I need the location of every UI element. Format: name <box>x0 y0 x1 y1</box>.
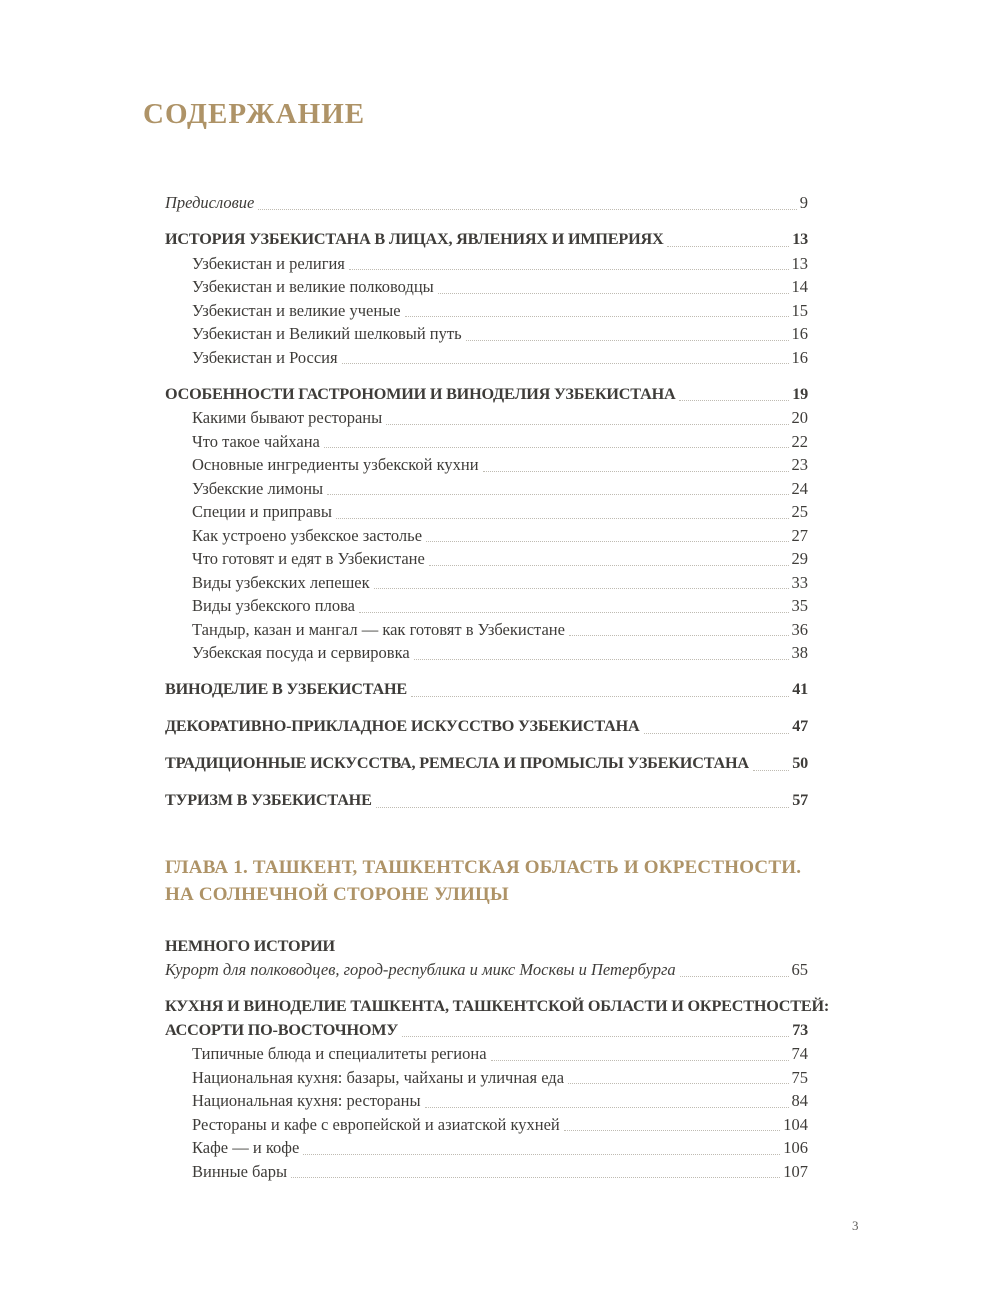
dotted-leader <box>359 612 788 613</box>
toc-entry-page: 74 <box>791 1044 808 1063</box>
toc-entry-page: 50 <box>792 754 808 772</box>
toc-entry <box>165 299 808 323</box>
toc-entry <box>165 715 808 739</box>
toc-entry-page: 33 <box>791 572 808 592</box>
toc-entry-label: Какими бывают рестораны <box>192 408 383 427</box>
dotted-leader <box>429 565 789 566</box>
toc-entry <box>165 346 808 370</box>
dotted-leader <box>414 659 789 660</box>
dotted-leader <box>491 1060 789 1061</box>
toc-entry <box>165 1089 808 1113</box>
toc-entry-label: Предисловие <box>165 193 255 212</box>
toc-entry-page: 38 <box>791 643 808 662</box>
toc-entry-label: Виды узбекского плова <box>192 596 356 615</box>
page-title: СОДЕРЖАНИЕ <box>143 98 366 130</box>
toc-entry-page: 20 <box>791 408 808 427</box>
toc-entry-label: Курорт для полководцев, город-республика и микс Москвы и Петербурга <box>165 960 676 979</box>
toc-entry-label: Узбекская посуда и сервировка <box>192 643 410 662</box>
dotted-leader <box>327 494 788 495</box>
toc-entry-page: 84 <box>791 1091 808 1110</box>
toc-entry-label: Узбекские лимоны <box>192 478 324 498</box>
toc-entry <box>165 191 808 215</box>
dotted-leader <box>568 1083 788 1084</box>
toc-entry <box>165 524 808 548</box>
toc-entry-page: 57 <box>792 791 808 809</box>
toc-entry-label: Что готовят и едят в Узбекистане <box>192 549 425 568</box>
toc-entry-label: ОСОБЕННОСТИ ГАСТРОНОМИИ И ВИНОДЕЛИЯ УЗБЕКИСТАНА <box>165 384 676 403</box>
toc-entry <box>165 252 808 276</box>
toc-entry-page: 9 <box>799 193 808 212</box>
toc-entry-page: 47 <box>792 717 808 735</box>
toc-entry-label: Национальная кухня: базары, чайханы и уличная еда <box>192 1067 565 1087</box>
toc-entry-label: Тандыр, казан и мангал — как готовят в Узбекистане <box>192 619 565 639</box>
toc-entry <box>165 958 808 982</box>
dotted-leader <box>402 1036 789 1037</box>
toc-entry <box>165 571 808 595</box>
toc-entry-page: 24 <box>791 478 808 498</box>
dotted-leader <box>667 246 789 247</box>
toc-entry-page: 16 <box>791 347 808 367</box>
toc-entry-label: Узбекистан и Великий шелковый путь <box>192 324 462 343</box>
dotted-leader <box>753 770 789 771</box>
toc-entry-label: ТУРИЗМ В УЗБЕКИСТАНЕ <box>165 791 372 809</box>
dotted-leader <box>679 400 789 401</box>
toc-entry-page: 106 <box>783 1138 808 1157</box>
dotted-leader <box>336 518 789 519</box>
toc-entry <box>165 752 808 776</box>
dotted-leader <box>342 363 789 364</box>
toc-entry <box>165 935 808 959</box>
toc-entry-label: Что такое чайхана <box>192 431 320 451</box>
toc-entry-page: 73 <box>792 1020 808 1039</box>
dotted-leader <box>438 293 789 294</box>
toc-entry-label: Кафе — и кофе <box>192 1138 300 1157</box>
toc-entry-page: 107 <box>783 1161 808 1181</box>
toc-entry <box>165 406 808 430</box>
toc-entry-page: 23 <box>791 455 808 474</box>
toc-entry-label: Виды узбекских лепешек <box>192 572 370 592</box>
toc-entry <box>165 383 808 407</box>
toc-entry-label: Винные бары <box>192 1161 288 1181</box>
dotted-leader <box>386 424 788 425</box>
toc-entry-page: 41 <box>792 680 808 698</box>
toc-entry-label: Узбекистан и великие полководцы <box>192 277 434 296</box>
toc-entry-label: Узбекистан и Россия <box>192 347 338 367</box>
chapter-heading-line1: ГЛАВА 1. ТАШКЕНТ, ТАШКЕНТСКАЯ ОБЛАСТЬ И ОКРЕСТНОСТИ. <box>165 856 802 878</box>
dotted-leader <box>680 976 789 977</box>
toc-entry-label: Основные ингредиенты узбекской кухни <box>192 455 479 474</box>
toc-entry-page: 13 <box>791 253 808 273</box>
dotted-leader <box>483 471 789 472</box>
dotted-leader <box>564 1130 781 1131</box>
toc-entry-page: 22 <box>791 431 808 451</box>
toc-entry-label: Рестораны и кафе с европейской и азиатской кухней <box>192 1114 560 1134</box>
toc-entry-page: 13 <box>792 230 808 248</box>
toc-entry <box>165 1019 808 1043</box>
dotted-leader <box>349 269 789 270</box>
toc-entry-page: 25 <box>791 502 808 521</box>
toc-entry-label: НЕМНОГО ИСТОРИИ <box>165 936 335 955</box>
chapter-heading <box>165 854 808 908</box>
toc-entry <box>165 500 808 524</box>
toc-entry <box>165 594 808 618</box>
toc-entry-page: 15 <box>791 300 808 320</box>
dotted-leader <box>374 588 789 589</box>
dotted-leader <box>324 447 789 448</box>
toc-entry-page: 16 <box>791 324 808 343</box>
toc-entry-label: Специи и приправы <box>192 502 332 521</box>
dotted-leader <box>569 635 789 636</box>
dotted-leader <box>425 1107 789 1108</box>
toc-entry <box>165 789 808 813</box>
toc-entry-page: 19 <box>792 384 808 403</box>
toc-entry-label: Узбекистан и религия <box>192 253 345 273</box>
toc-entry <box>165 678 808 702</box>
toc-entry-label: КУХНЯ И ВИНОДЕЛИЕ ТАШКЕНТА, ТАШКЕНТСКОЙ ОБЛАСТИ И ОКРЕСТНОСТЕЙ: <box>165 997 830 1015</box>
toc-entry <box>165 641 808 665</box>
toc-entry-label: ВИНОДЕЛИЕ В УЗБЕКИСТАНЕ <box>165 680 408 698</box>
toc-entry-page: 27 <box>791 525 808 545</box>
toc-entry <box>165 618 808 642</box>
toc-front-matter-list <box>165 191 808 813</box>
toc-entry-page: 65 <box>791 960 808 979</box>
dotted-leader <box>411 696 789 697</box>
page-number: 3 <box>852 1218 859 1233</box>
toc-entry-label: Узбекистан и великие ученые <box>192 300 401 320</box>
toc-entry <box>165 477 808 501</box>
toc-entry-page: 29 <box>791 549 808 568</box>
toc-entry-page: 75 <box>791 1067 808 1087</box>
toc-entry <box>165 547 808 571</box>
toc-entry-label: Национальная кухня: рестораны <box>192 1091 421 1110</box>
toc-entry <box>165 453 808 477</box>
toc-entry <box>165 1113 808 1137</box>
toc-entry-page: 35 <box>791 596 808 615</box>
toc-entry <box>165 430 808 454</box>
dotted-leader <box>405 316 789 317</box>
toc-entry <box>165 1136 808 1160</box>
dotted-leader <box>466 340 789 341</box>
chapter-heading-line2: НА СОЛНЕЧНОЙ СТОРОНЕ УЛИЦЫ <box>165 883 509 905</box>
dotted-leader <box>426 541 788 542</box>
toc-entry <box>165 1042 808 1066</box>
toc-entry-label: Как устроено узбекское застолье <box>192 525 423 545</box>
dotted-leader <box>258 209 796 210</box>
toc-entry <box>165 322 808 346</box>
toc-chapter1-list <box>165 935 830 1184</box>
dotted-leader <box>376 807 790 808</box>
toc-entry-page: 14 <box>791 277 808 296</box>
toc-entry-page: 104 <box>783 1114 808 1134</box>
dotted-leader <box>303 1154 780 1155</box>
toc-entry-label: ТРАДИЦИОННЫЕ ИСКУССТВА, РЕМЕСЛА И ПРОМЫСЛЫ УЗБЕКИСТАНА <box>165 754 749 772</box>
toc-entry <box>165 1066 808 1090</box>
toc-entry <box>165 1160 808 1184</box>
toc-entry <box>165 275 808 299</box>
toc-entry-label: ИСТОРИЯ УЗБЕКИСТАНА В ЛИЦАХ, ЯВЛЕНИЯХ И ИМПЕРИЯХ <box>165 230 664 248</box>
toc-entry-page: 36 <box>791 619 808 639</box>
dotted-leader <box>644 733 790 734</box>
toc-entry <box>165 995 830 1019</box>
toc-entry <box>165 228 808 252</box>
toc-entry-label: Типичные блюда и специалитеты региона <box>192 1044 487 1063</box>
toc-entry-label: ДЕКОРАТИВНО-ПРИКЛАДНОЕ ИСКУССТВО УЗБЕКИСТАНА <box>165 717 640 735</box>
toc-entry-label: АССОРТИ ПО-ВОСТОЧНОМУ <box>165 1020 399 1039</box>
dotted-leader <box>291 1177 780 1178</box>
